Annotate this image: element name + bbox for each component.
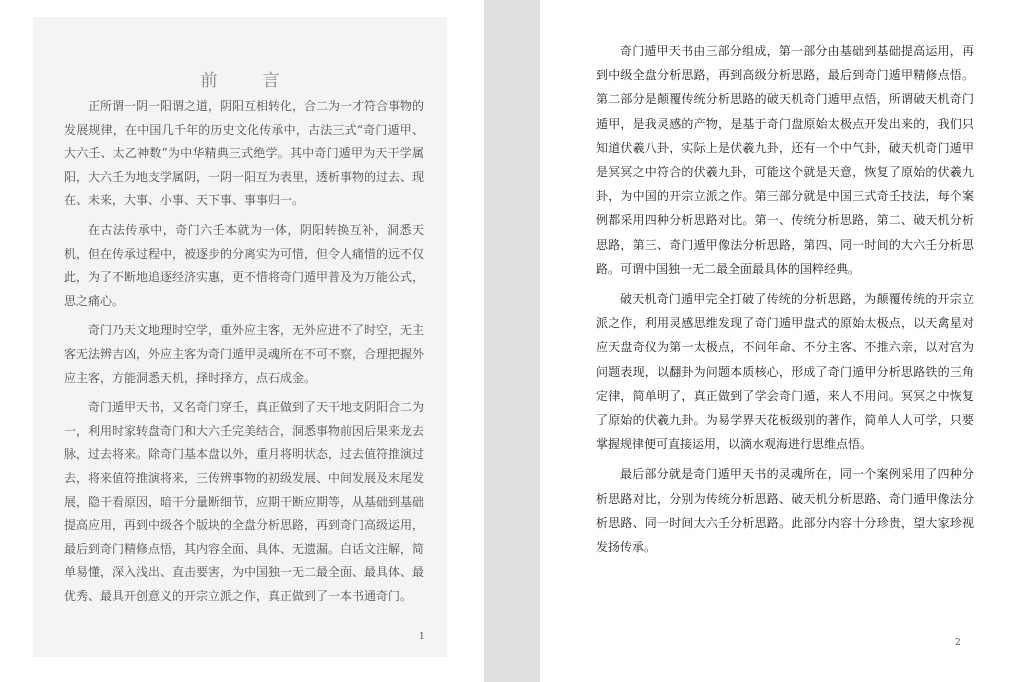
body-text xyxy=(596,39,974,559)
body-paragraph-1: 奇门遁甲天书由三部分组成，第一部分由基础到基础提高运用，再到中级全盘分析思路，再到高级分析思路，最后到奇门遁甲精修点悟。第二部分是颠覆传统分析思路的破天机奇门遁甲点悟，所谓破天机奇门遁甲，是我灵感的产物，是基于奇门盘原始太极点开发出来的，我们只知道伏羲八卦，实际上是伏羲九卦，还有一个中气卦，破天机奇门遁甲是冥冥之中符合的伏羲九卦，可能这个就是天意，恢复了原始的伏羲九卦，为中国的开宗立派之作。第三部分就是中国三式奇壬技法，每个案例都采用四种分析思路对比。第一、传统分析思路，第二、破天机分析思路，第三、奇门遁甲像法分析思路，第四、同一时间的大六壬分析思路。可谓中国独一无二最全面最具体的国粹经典。 xyxy=(596,44,974,276)
document-page-right xyxy=(540,0,1024,682)
preface-paragraph-1: 正所谓一阴一阳谓之道，阴阳互相转化，合二为一才符合事物的发展规律，在中国几千年的历史文化传承中，古法三式“奇门遁甲、大六壬、太乙神数”为中华精典三式绝学。其中奇门遁甲为天干学属阳，大六壬为地支学属阴，一阴一阳互为表里，透析事物的过去、现在、未来，大事、小事、天下事、事事归一。 xyxy=(64,99,425,208)
body-paragraph-2: 破天机奇门遁甲完全打破了传统的分析思路，为颠覆传统的开宗立派之作，利用灵感思维发现了奇门遁甲盘式的原始太极点，以天禽星对应天盘奇仪为第一太极点，不问年命、不分主客、不推六亲，以对宫为问题表现，以翻卦为问题本质核心，形成了奇门遁甲分析思路铁的三角定律，简单明了，真正做到了学会奇门遁，来人不用问。冥冥之中恢复了原始的伏羲九卦。为易学界天花板级别的著作，简单人人可学，只要掌握规律便可直接运用，以滴水观海进行思维点悟。 xyxy=(596,292,974,452)
page-title: 前 言 xyxy=(200,71,294,91)
preface-paragraph-2: 在古法传承中，奇门六壬本就为一体，阴阳转换互补，洞悉天机，但在传承过程中，被逐步的分离实为可惜，但令人痛惜的远不仅此，为了不断地追逐经济实惠，更不惜将奇门遁甲普及为万能公式，思之痛心。 xyxy=(64,222,425,308)
page-number-right: 2 xyxy=(955,638,961,648)
preface-paragraph-3: 奇门乃天文地理时空学，重外应主客，无外应进不了时空，无主客无法辨吉凶，外应主客为奇门遁甲灵魂所在不可不察，合理把握外应主客，方能洞悉天机，择时择方，点石成金。 xyxy=(64,323,425,385)
preface-paragraph-4: 奇门遁甲天书，又名奇门穿壬，真正做到了天干地支阴阳合二为一，利用时家转盘奇门和大六壬完美结合，洞悉事物前因后果来龙去脉，过去将来。除奇门基本盘以外，重月将明状态，过去值符推演过去，将来值符推演将来，三传辨事物的初级发展、中间发展及末尾发展，隐干看原因，暗干分量断细节，应期干断应期等，从基础到基础提高应用，再到中级各个版块的全盘分析思路，再到奇门高级运用，最后到奇门精修点悟，其内容全面、具体、无遗漏。白话文注解，简单易懂，深入浅出、直击要害，为中国独一无二最全面、最具体、最优秀、最具开创意义的开宗立派之作，真正做到了一本书通奇门。 xyxy=(64,400,425,603)
preface-body xyxy=(64,95,424,608)
body-paragraph-3: 最后部分就是奇门遁甲天书的灵魂所在，同一个案例采用了四种分析思路对比，分别为传统分析思路、破天机分析思路、奇门遁甲像法分析思路、同一时间大六壬分析思路。此部分内容十分珍贵，望大家珍视发扬传承。 xyxy=(596,467,974,555)
page-gutter xyxy=(484,0,540,682)
page-number-left: 1 xyxy=(419,632,425,642)
document-page-left xyxy=(0,0,484,682)
